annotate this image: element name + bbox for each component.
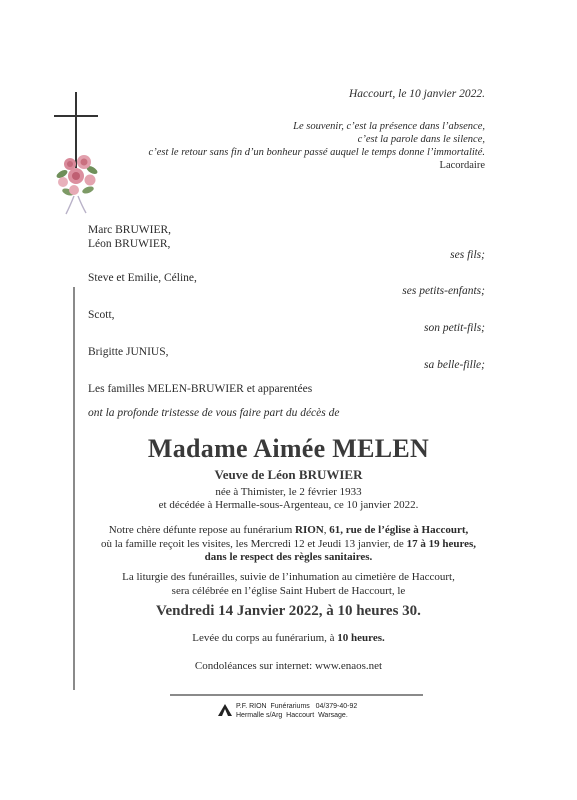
funeral-home-logo-icon (218, 703, 232, 721)
footer-line-1: P.F. RION Funérariums 04/379-40-92 (236, 703, 358, 710)
repose-line-2: où la famille reçoit les visites, les Mercredi 12 et Jeudi 13 janvier, de 17 à 19 heures, (100, 537, 477, 550)
liturgy-info (0, 571, 577, 598)
condolences-line: Condoléances sur internet: www.enaos.net (194, 660, 383, 672)
relation-label: sa belle-fille; (424, 359, 485, 371)
repose-info (0, 524, 577, 565)
cross-with-roses-icon (48, 92, 108, 227)
widow-of: Veuve de Léon BRUWIER (214, 467, 363, 482)
relation-label: son petit-fils; (423, 322, 485, 334)
son-name: Marc BRUWIER, (88, 224, 172, 236)
birth-death-info (0, 486, 577, 512)
ceremony-date: Vendredi 14 Janvier 2022, à 10 heures 30. (156, 603, 421, 619)
daughter-in-law-name: Brigitte JUNIUS, (88, 346, 169, 358)
son-name: Léon BRUWIER, (88, 238, 171, 250)
liturgy-line-2: sera célébrée en l’église Saint Hubert de Haccourt, le (171, 584, 406, 597)
announcement-line: ont la profonde tristesse de vous faire part du décès de (88, 407, 340, 419)
levee-info: Levée du corps au funérarium, à 10 heures. (192, 632, 385, 644)
grandchildren-names: Steve et Emilie, Céline, (88, 272, 197, 284)
funeral-home-footer (236, 702, 357, 720)
families-line: Les familles MELEN-BRUWIER et apparentées (88, 383, 313, 395)
epigraph-quote (105, 120, 485, 172)
death-line: et décédée à Hermalle-sous-Argenteau, ce 10 janvier 2022. (158, 499, 419, 511)
great-grandson-name: Scott, (88, 309, 115, 321)
footer-line-2: Hermalle s/Arg Haccourt Warsage. (236, 712, 348, 719)
relation-label: ses petits-enfants; (402, 285, 485, 297)
birth-line: née à Thimister, le 2 février 1933 (215, 486, 362, 498)
quote-line: c’est le retour sans fin d’un bonheur passé auquel le temps donne l’immortalité. (148, 147, 485, 158)
relation-label: ses fils; (450, 249, 485, 261)
quote-line: c’est la parole dans le silence, (357, 134, 485, 145)
repose-line-1: Notre chère défunte repose au funérarium RION, 61, rue de l’église à Haccourt, (108, 524, 469, 536)
quote-author: Lacordaire (439, 160, 485, 171)
liturgy-line-1: La liturgie des funérailles, suivie de l’inhumation au cimetière de Haccourt, (122, 571, 455, 583)
repose-line-3: dans le respect des règles sanitaires. (204, 551, 373, 563)
horizontal-rule (170, 694, 423, 696)
quote-line: Le souvenir, c’est la présence dans l’absence, (293, 121, 485, 132)
deceased-name: Madame Aimée MELEN (147, 434, 430, 463)
letter-date: Haccourt, le 10 janvier 2022. (348, 88, 485, 100)
